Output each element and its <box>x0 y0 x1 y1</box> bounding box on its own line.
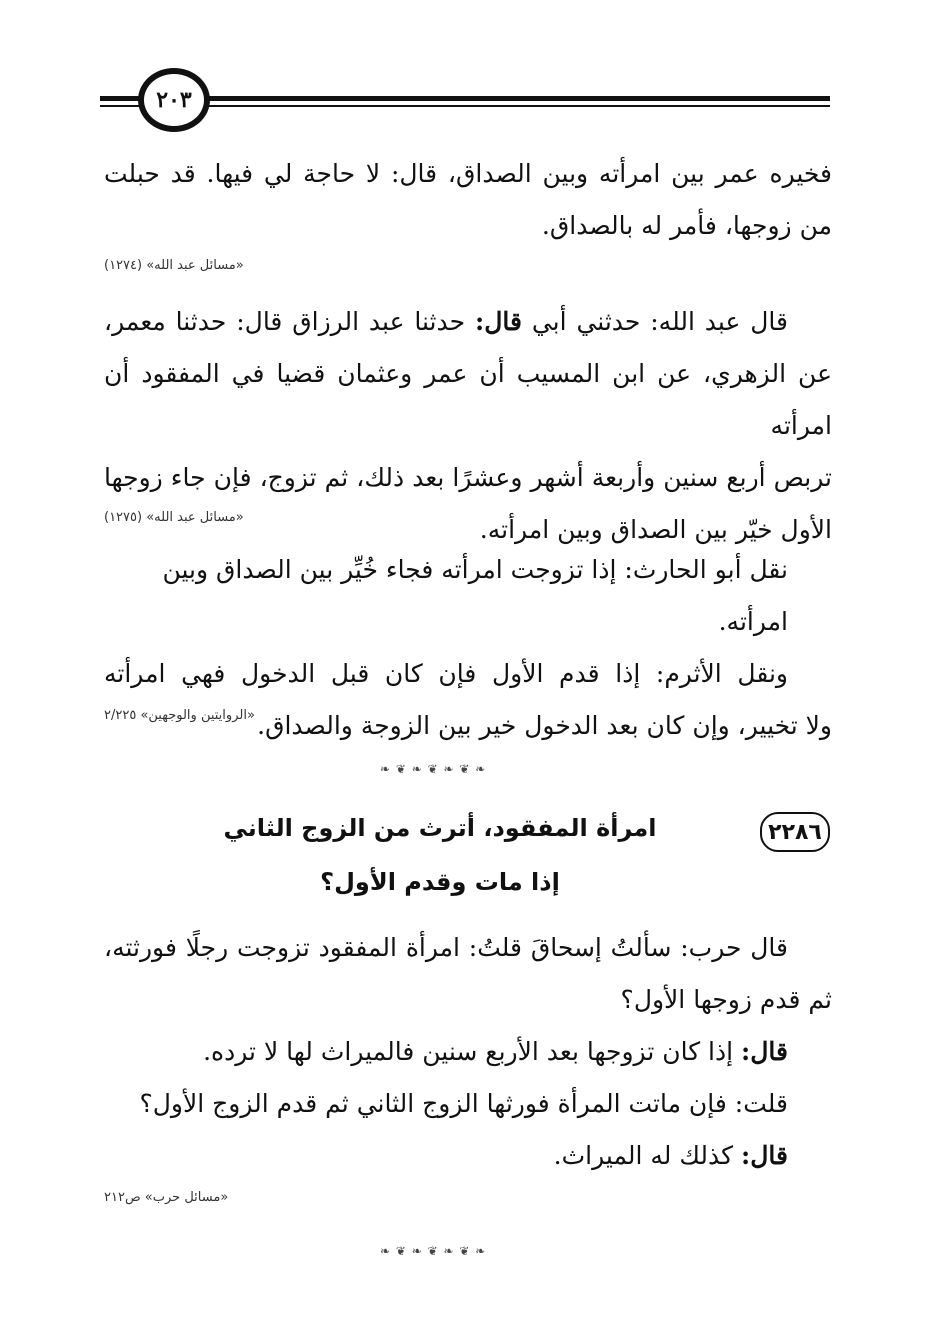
paragraph-4 <box>104 922 832 1182</box>
source-citation-1: «مسائل عبد الله» (١٢٧٤) <box>104 258 244 273</box>
paragraph-2-line-1 <box>104 296 832 348</box>
paragraph-2-line-3: تربص أربع سنين وأربعة أشهر وعشرًا بعد ذلك، ثم تزوج، فإن جاء زوجها <box>104 463 832 492</box>
source-citation-3: «الروايتين والوجهين» ٢/٢٢٥ <box>104 708 255 723</box>
paragraph-1 <box>104 148 832 252</box>
paragraph-4-line-4: قلت: فإن ماتت المرأة فورثها الزوج الثاني ثم قدم الزوج الأول؟ <box>139 1089 788 1118</box>
paragraph-3-line-3: ولا تخيير، وإن كان بعد الدخول خير بين الزوجة والصداق. <box>257 711 832 740</box>
paragraph-1-line-2: من زوجها، فأمر له بالصداق. <box>541 211 832 240</box>
paragraph-2-line-1-rest: حدثنا عبد الرزاق قال: حدثنا معمر، <box>104 307 475 336</box>
paragraph-4-line-5-rest: كذلك له الميراث. <box>553 1141 742 1170</box>
keyword-qala: قال: <box>741 1141 788 1170</box>
page-number: ٢٠٣ <box>138 68 210 132</box>
paragraph-2-line-1-prefix: قال عبد الله: حدثني أبي <box>521 307 788 336</box>
paragraph-1-line-1: فخيره عمر بين امرأته وبين الصداق، قال: لا حاجة لي فيها. قد حبلت <box>104 159 832 188</box>
entry-heading-line-1: امرأة المفقود، أترث من الزوج الثاني <box>223 814 657 842</box>
paragraph-3-line-2: ونقل الأثرم: إذا قدم الأول فإن كان قبل الدخول فهي امرأته <box>104 659 788 688</box>
paragraph-4-line-2: ثم قدم زوجها الأول؟ <box>620 985 832 1014</box>
source-citation-2: «مسائل عبد الله» (١٢٧٥) <box>104 510 244 525</box>
footer-divider-ornament: ❧ ❦ ❧ ❦ ❧ ❦ ❧ <box>380 1244 487 1258</box>
paragraph-2-line-2: عن الزهري، عن ابن المسيب أن عمر وعثمان قضيا في المفقود أن امرأته <box>104 359 832 440</box>
keyword-qala: قال: <box>741 1037 788 1066</box>
entry-heading-line-2: إذا مات وقدم الأول؟ <box>320 868 560 896</box>
section-divider-ornament: ❧ ❦ ❧ ❦ ❧ ❦ ❧ <box>380 762 487 776</box>
paragraph-4-line-3 <box>104 1026 832 1078</box>
paragraph-2-line-4: الأول خيّر بين الصداق وبين امرأته. <box>479 515 832 544</box>
paragraph-4-line-1: قال حرب: سألتُ إسحاقَ قلتُ: امرأة المفقود تزوجت رجلًا فورثته، <box>104 933 788 962</box>
paragraph-3-line-1: نقل أبو الحارث: إذا تزوجت امرأته فجاء خُيِّر بين الصداق وبين امرأته. <box>162 555 788 636</box>
keyword-qala: قال: <box>474 307 522 336</box>
source-citation-4: «مسائل حرب» ص٢١٢ <box>104 1190 229 1205</box>
paragraph-4-line-3-rest: إذا كان تزوجها بعد الأربع سنين فالميراث لها لا ترده. <box>203 1037 742 1066</box>
paragraph-4-line-5 <box>104 1130 832 1182</box>
entry-number: ٢٢٨٦ <box>760 812 830 852</box>
